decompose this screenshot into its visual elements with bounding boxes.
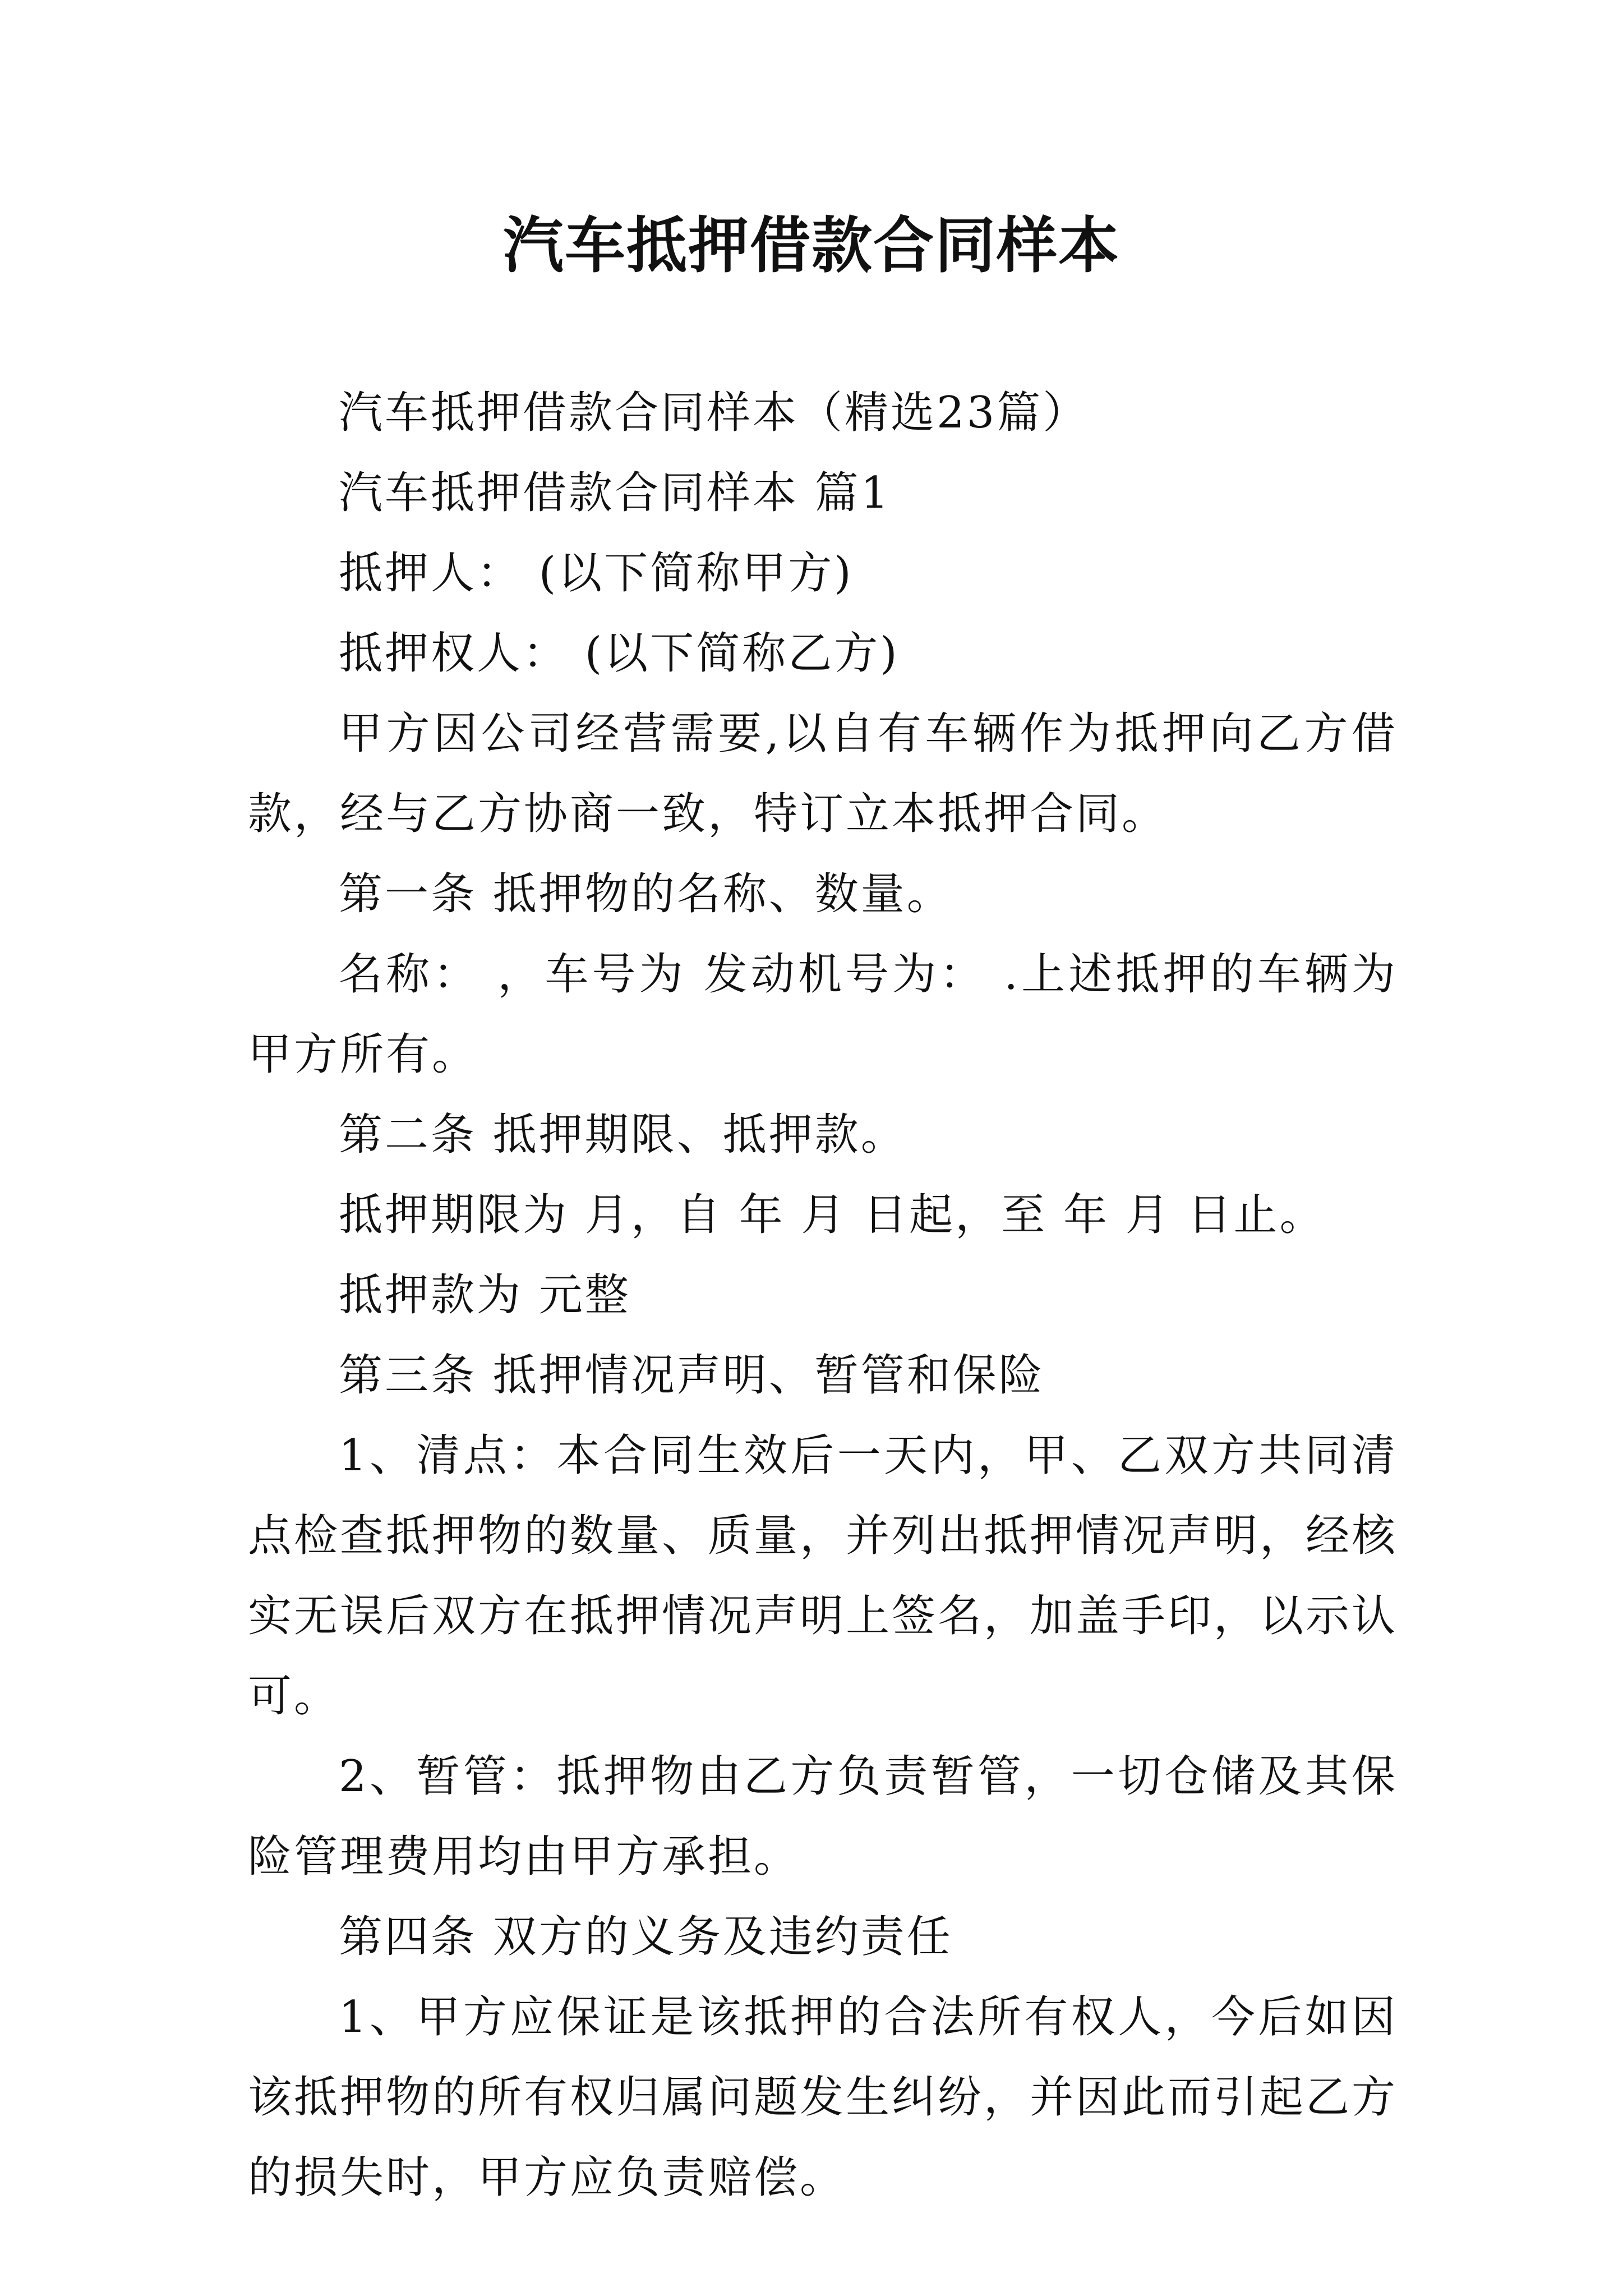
paragraph-article-4-item-1: 1、甲方应保证是该抵押的合法所有权人，今后如因该抵押物的所有权归属问题发生纠纷，并因此而引起乙方的损失时，甲方应负责赔偿。 [248, 1992, 1398, 2203]
document-title: 汽车抵押借款合同样本 [502, 210, 1120, 281]
paragraph-article-2-term: 抵押期限为 月，自 年 月 日起，至 年 月 日止。 [339, 1190, 1326, 1240]
paragraph-article-4-heading: 第四条 双方的义务及违约责任 [339, 1912, 953, 1962]
paragraph-preamble: 甲方因公司经营需要,以自有车辆作为抵押向乙方借款，经与乙方协商一致，特订立本抵押合同。 [248, 708, 1398, 839]
paragraph-mortgagor: 抵押人： (以下简称甲方) [339, 548, 854, 599]
paragraph-article-2-heading: 第二条 抵押期限、抵押款。 [339, 1110, 907, 1160]
paragraph-subtitle: 汽车抵押借款合同样本（精选23篇） [339, 388, 1089, 438]
paragraph-mortgagee: 抵押权人： (以下简称乙方) [339, 628, 900, 679]
paragraph-article-3-heading: 第三条 抵押情况声明、暂管和保险 [339, 1350, 1045, 1401]
paragraph-article-1-heading: 第一条 抵押物的名称、数量。 [339, 869, 953, 919]
paragraph-article-2-amount: 抵押款为 元整 [339, 1270, 631, 1320]
paragraph-article-1-body: 名称： ，车号为 发动机号为： .上述抵押的车辆为甲方所有。 [248, 949, 1398, 1080]
paragraph-section-heading: 汽车抵押借款合同样本 篇1 [339, 468, 891, 518]
paragraph-article-3-item-2: 2、暂管：抵押物由乙方负责暂管，一切仓储及其保险管理费用均由甲方承担。 [248, 1751, 1398, 1882]
document-body [248, 373, 1398, 2218]
paragraph-article-3-item-1: 1、清点：本合同生效后一天内，甲、乙双方共同清点检查抵押物的数量、质量，并列出抵押情况声明，经核实无误后双方在抵押情况声明上签名，加盖手印，以示认可。 [248, 1430, 1398, 1722]
